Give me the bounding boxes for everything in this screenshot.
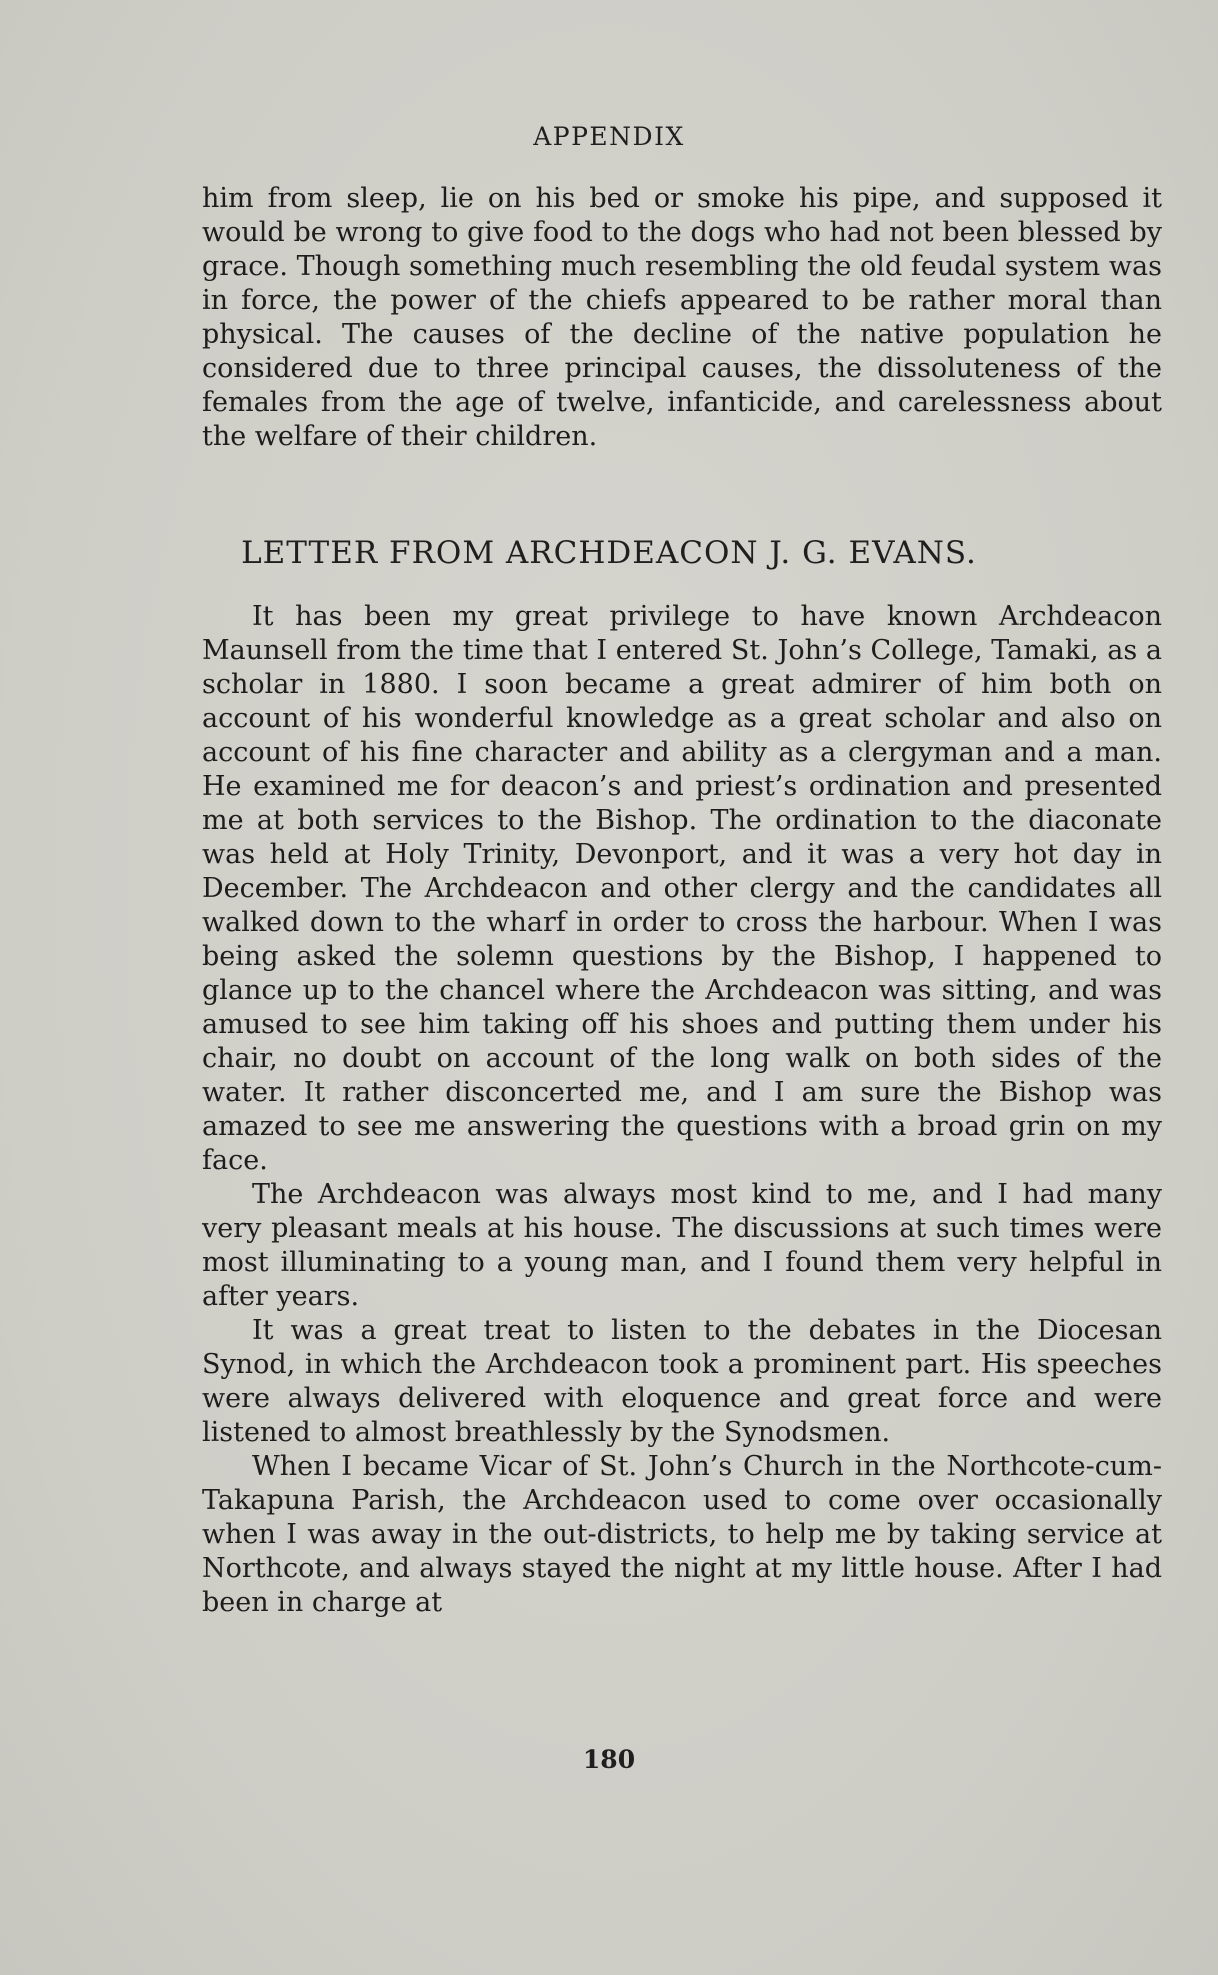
section-heading: LETTER FROM ARCHDEACON J. G. EVANS. xyxy=(241,535,977,571)
letter-paragraph: It has been my great privilege to have known Archdeacon Maunsell from the time that I entered St. John’s College, Tamaki, as a scholar in 1880. I soon became a great admirer of him both on account of his wonderful knowledge as a great scholar and also on account of his fine character and ability as a clergyman and a man. He examined me for deacon’s and priest’s ordination and presented me at both services to the Bishop. The ordination to the diaconate was held at Holy Trinity, Devonport, and it was a very hot day in December. The Archdeacon and other clergy and the candidates all walked down to the wharf in order to cross the harbour. When I was being asked the solemn questions by the Bishop, I happened to glance up to the chancel where the Archdeacon was sitting, and was amused to see him taking off his shoes and putting them under his chair, no doubt on account of the long walk on both sides of the water. It rather disconcerted me, and I am sure the Bishop was amazed to see me answering the questions with a broad grin on my face. xyxy=(202,601,1162,1176)
letter-paragraph: The Archdeacon was always most kind to me, and I had many very pleasant meals at his house. The discussions at such times were most illuminating to a young man, and I found them very helpful in after years. xyxy=(202,1179,1162,1312)
running-head: APPENDIX xyxy=(533,122,685,151)
letter-body xyxy=(202,600,1162,1620)
letter-paragraph: When I became Vicar of St. John’s Church in the Northcote-cum-Takapuna Parish, the Archdeacon used to come over occasionally when I was away in the out-districts, to help me by taking service at Northcote, and always stayed the night at my little house. After I had been in charge at xyxy=(202,1451,1162,1618)
page-number: 180 xyxy=(582,1745,636,1774)
continuation-text xyxy=(202,182,1162,454)
letter-paragraph: It was a great treat to listen to the debates in the Diocesan Synod, in which the Archdeacon took a prominent part. His speeches were always delivered with eloquence and great force and were listened to almost breathlessly by the Synodsmen. xyxy=(202,1315,1162,1448)
continuation-paragraph: him from sleep, lie on his bed or smoke his pipe, and supposed it would be wrong to give food to the dogs who had not been blessed by grace. Though something much resembling the old feudal system was in force, the power of the chiefs appeared to be rather moral than physical. The causes of the decline of the native population he considered due to three principal causes, the dissoluteness of the females from the age of twelve, infanticide, and carelessness about the welfare of their children. xyxy=(202,183,1162,452)
